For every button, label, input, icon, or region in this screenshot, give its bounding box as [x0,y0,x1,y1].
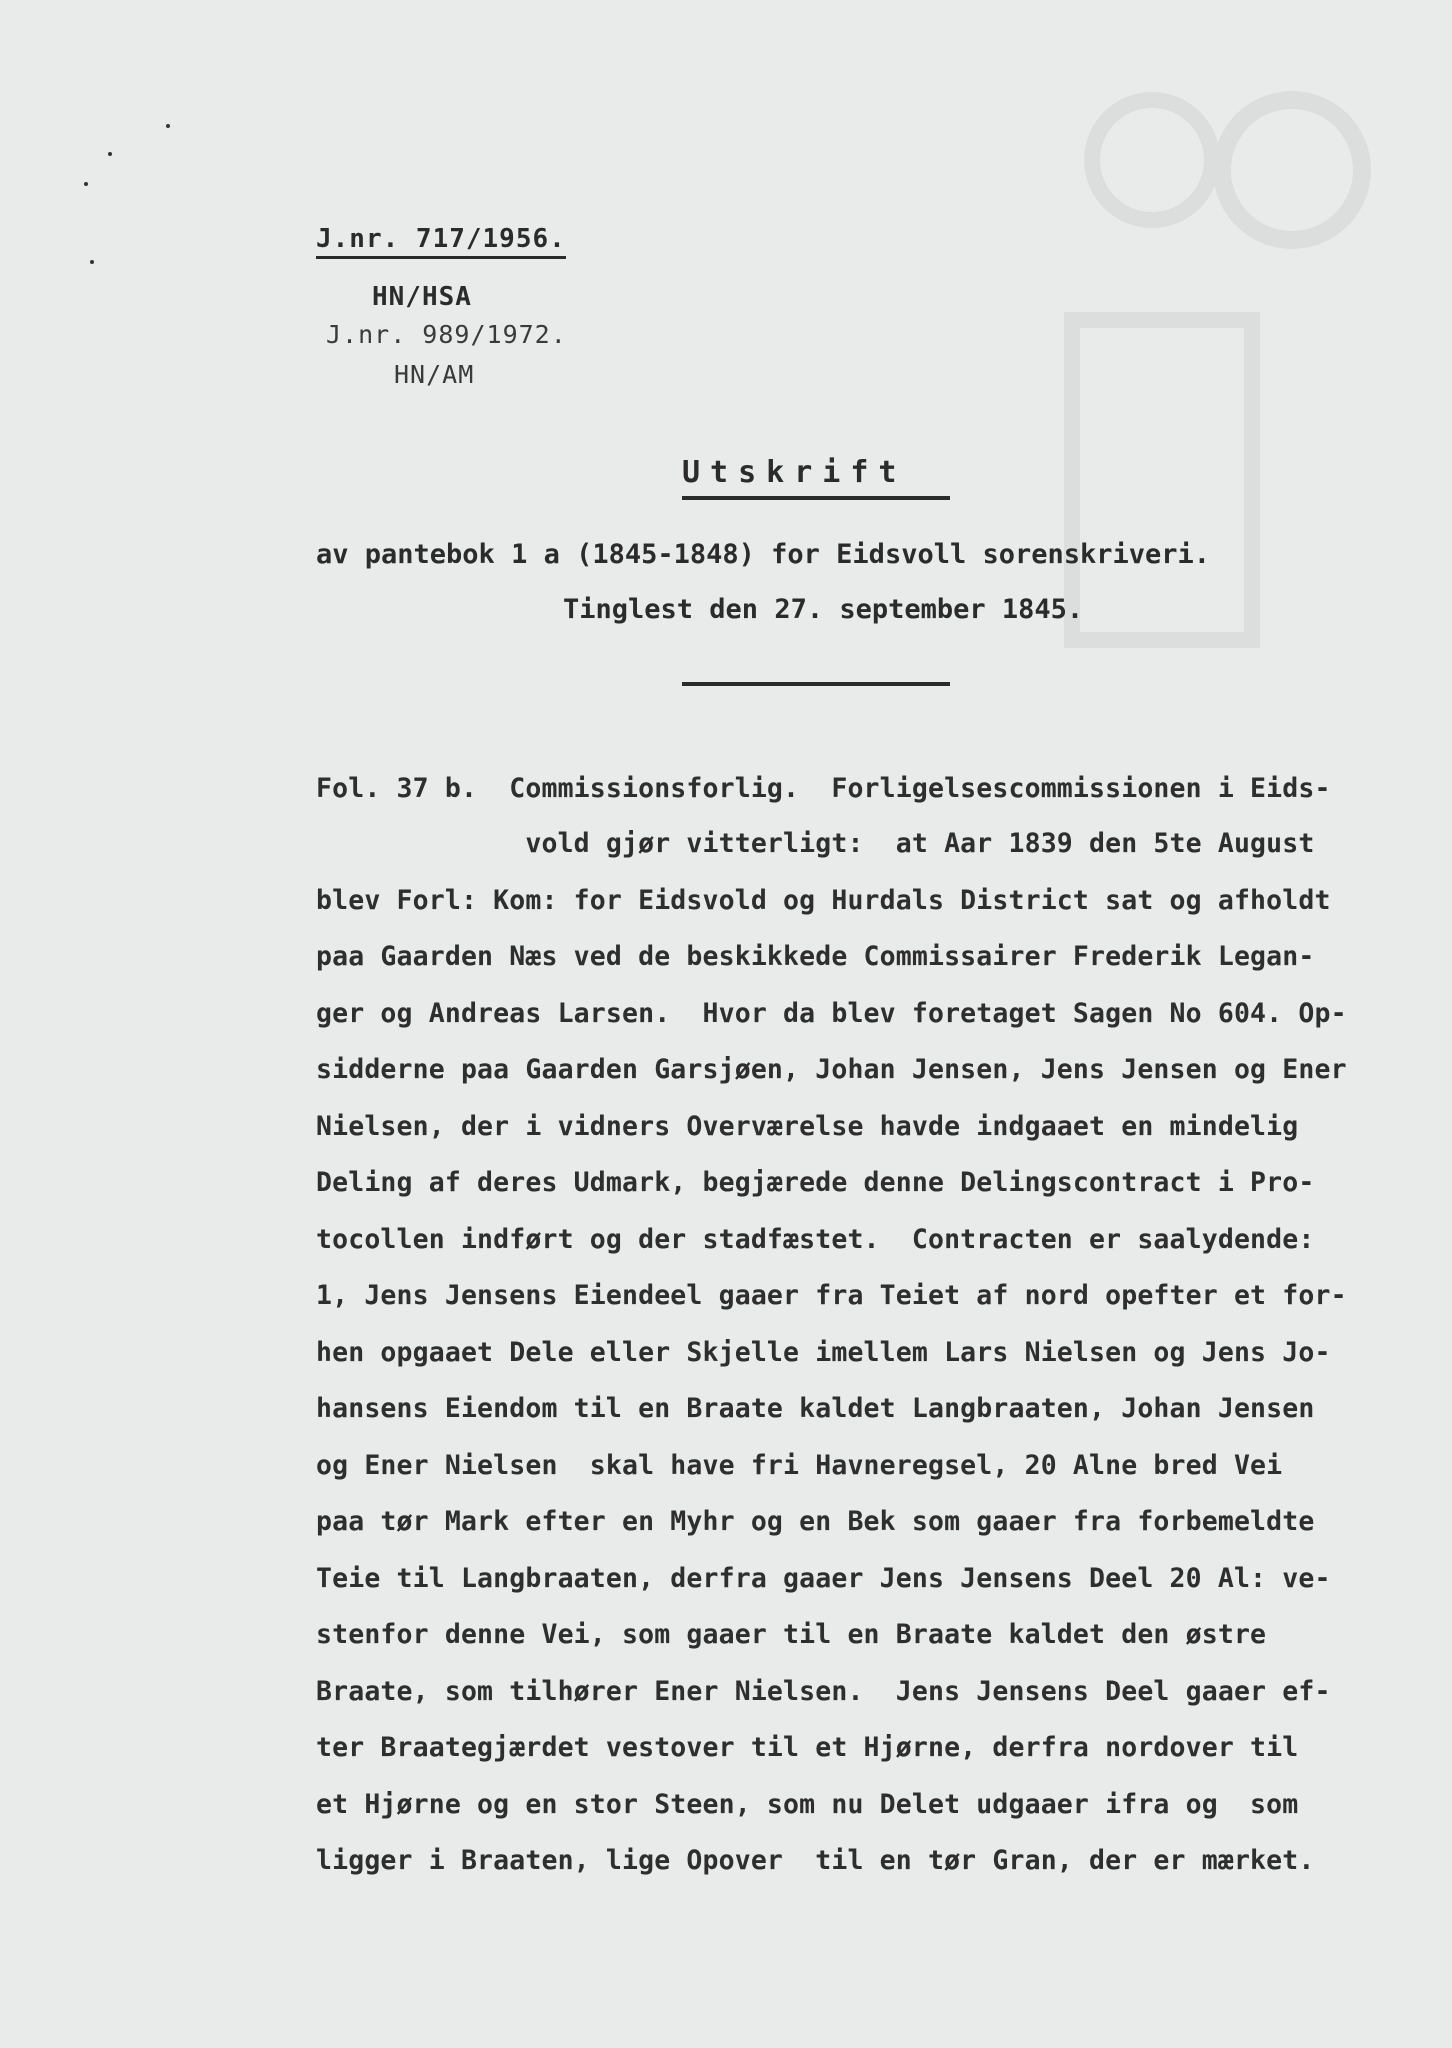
journal-initials-2: HN/AM [394,360,475,389]
document-title: Utskrift [682,455,907,490]
margin-mark [108,152,112,156]
body-line: et Hjørne og en stor Steen, som nu Delet udgaaer ifra og som [316,1789,1299,1820]
body-line: ter Braategjærdet vestover til et Hjørne, derfra nordover til [316,1732,1299,1763]
body-line: paa Gaarden Næs ved de beskikkede Commissairer Frederik Legan- [316,941,1315,972]
body-line: paa tør Mark efter en Myhr og en Bek som gaaer fra forbemeldte [316,1506,1315,1537]
body-line: Nielsen, der i vidners Overværelse havde indgaaet en mindelig [316,1111,1299,1142]
body-line: stenfor denne Vei, som gaaer til en Braate kaldet den østre [316,1619,1267,1650]
body-line: og Ener Nielsen skal have fri Havneregsel, 20 Alne bred Vei [316,1450,1283,1481]
body-line: sidderne paa Gaarden Garsjøen, Johan Jensen, Jens Jensen og Ener [316,1054,1347,1085]
body-line: vold gjør vitterligt: at Aar 1839 den 5te August [316,828,1315,859]
body-line: hansens Eiendom til en Braate kaldet Langbraaten, Johan Jensen [316,1393,1315,1424]
journal-number-2: J.nr. 989/1972. [326,320,567,349]
body-line: Braate, som tilhører Ener Nielsen. Jens Jensens Deel gaaer ef- [316,1676,1331,1707]
body-line: Fol. 37 b. Commissionsforlig. Forligelsescommissionen i Eids- [316,773,1331,804]
section-divider [682,682,950,686]
margin-mark [166,124,170,128]
title-underline [682,496,950,500]
body-line: Deling af deres Udmark, begjærede denne Delingscontract i Pro- [316,1167,1315,1198]
bleed-through-stamp [892,20,1412,740]
body-line: tocollen indført og der stadfæstet. Contracten er saalydende: [316,1224,1315,1255]
journal-initials: HN/HSA [372,282,472,312]
subtitle-line-2: Tinglest den 27. september 1845. [563,594,1084,625]
journal-number: J.nr. 717/1956. [316,224,566,259]
body-line: ger og Andreas Larsen. Hvor da blev foretaget Sagen No 604. Op- [316,998,1347,1029]
body-line: hen opgaaet Dele eller Skjelle imellem Lars Nielsen og Jens Jo- [316,1337,1331,1368]
body-line: blev Forl: Kom: for Eidsvold og Hurdals District sat og afholdt [316,885,1331,916]
body-line: ligger i Braaten, lige Opover til en tør Gran, der er mærket. [316,1845,1315,1876]
margin-mark [84,182,88,186]
margin-mark [90,260,94,264]
body-line: 1, Jens Jensens Eiendeel gaaer fra Teiet af nord opefter et for- [316,1280,1347,1311]
body-line: Teie til Langbraaten, derfra gaaer Jens Jensens Deel 20 Al: ve- [316,1563,1331,1594]
subtitle-line-1: av pantebok 1 a (1845-1848) for Eidsvoll sorenskriveri. [316,539,1211,570]
